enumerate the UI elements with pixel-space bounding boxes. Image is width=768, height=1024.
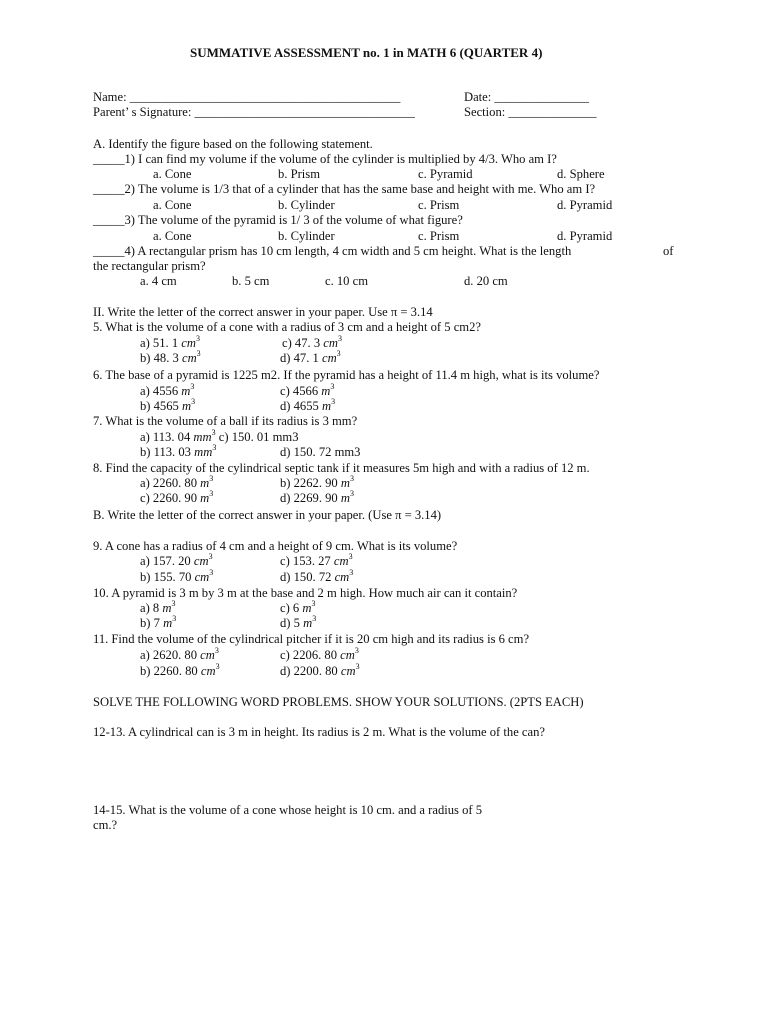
q6-choice-d: d) 4655 $m^3$ — [280, 396, 336, 413]
q11-choice-a: a) 2620. 80 $cm^3$ — [140, 645, 219, 662]
q9-choice-c: c) 153. 27 $cm^3$ — [280, 551, 353, 568]
q9-stem: 9. A cone has a radius of 4 cm and a height of 9 cm. What is its volume? — [93, 539, 458, 553]
q1-choice-d: d. Sphere — [557, 167, 605, 181]
q6-choice-c: c) 4566 $m^3$ — [280, 381, 335, 398]
q5-stem: 5. What is the volume of a cone with a radius of 3 cm and a height of 5 cm2? — [93, 320, 481, 334]
date-field: Date: _______________ — [464, 90, 589, 104]
q3-choice-d: d. Pyramid — [557, 229, 613, 243]
q3-stem: _____3) The volume of the pyramid is 1/ 3 of the volume of what figure? — [93, 213, 463, 227]
q8-choice-c: c) 2260. 90 $m^3$ — [140, 488, 214, 505]
q11-choice-c: c) 2206. 80 $cm^3$ — [280, 645, 359, 662]
word-problems-instruction: SOLVE THE FOLLOWING WORD PROBLEMS. SHOW YOUR SOLUTIONS. (2PTS EACH) — [93, 695, 584, 709]
q9-choice-b: b) 155. 70 $cm^3$ — [140, 567, 214, 584]
q5-choice-c: c) 47. 3 $cm^3$ — [282, 333, 342, 350]
q2-stem: _____2) The volume is 1/3 that of a cylinder that has the same base and height with me. Who am I? — [93, 182, 596, 196]
q1-choice-b: b. Prism — [278, 167, 320, 181]
part-b-instruction: B. Write the letter of the correct answer in your paper. (Use π = 3.14) — [93, 508, 442, 522]
q8-choice-b: b) 2262. 90 $m^3$ — [280, 473, 354, 490]
q6-stem: 6. The base of a pyramid is 1225 m2. If the pyramid has a height of 11.4 m high, what is its volume? — [93, 368, 600, 382]
q5-choice-a: a) 51. 1 $cm^3$ — [140, 333, 200, 350]
q4-stem: _____4) A rectangular prism has 10 cm length, 4 cm width and 5 cm height. What is the length — [93, 244, 572, 258]
q8-stem: 8. Find the capacity of the cylindrical septic tank if it measures 5m high and with a radius of 12 m. — [93, 461, 590, 475]
q1-choice-a: a. Cone — [153, 167, 192, 181]
q10-choice-b: b) 7 $m^3$ — [140, 613, 177, 630]
name-field: Name: ___________________________________________ — [93, 90, 401, 104]
q2-choice-d: d. Pyramid — [557, 198, 613, 212]
q3-choice-c: c. Prism — [418, 229, 460, 243]
q4-choice-b: b. 5 cm — [232, 274, 270, 288]
q8-choice-d: d) 2269. 90 $m^3$ — [280, 488, 354, 505]
q11-choice-d: d) 2200. 80 $cm^3$ — [280, 661, 360, 678]
q1-stem: _____1) I can find my volume if the volume of the cylinder is multiplied by 4/3. Who am I? — [93, 152, 557, 166]
q9-choice-a: a) 157. 20 $cm^3$ — [140, 551, 213, 568]
part-ii-instruction: II. Write the letter of the correct answer in your paper. Use π = 3.14 — [93, 305, 433, 319]
q4-choice-c: c. 10 cm — [325, 274, 369, 288]
q6-choice-a: a) 4556 $m^3$ — [140, 381, 195, 398]
q9-choice-d: d) 150. 72 $cm^3$ — [280, 567, 354, 584]
q7-choice-a-c: a) 113. 04 $mm^3$ c) 150. 01 mm3 — [140, 427, 299, 444]
q11-choice-b: b) 2260. 80 $cm^3$ — [140, 661, 220, 678]
q14-15-stem-continued: cm.? — [93, 818, 118, 832]
q12-13-stem: 12-13. A cylindrical can is 3 m in height. Its radius is 2 m. What is the volume of the can? — [93, 725, 546, 739]
q3-choice-b: b. Cylinder — [278, 229, 335, 243]
page-title: SUMMATIVE ASSESSMENT no. 1 in MATH 6 (QUARTER 4) — [190, 45, 543, 60]
q4-stem-continued: the rectangular prism? — [93, 259, 206, 273]
q7-choice-b: b) 113. 03 $mm^3$ — [140, 442, 217, 459]
q2-choice-b: b. Cylinder — [278, 198, 335, 212]
section-field: Section: ______________ — [464, 105, 597, 119]
q4-stem-of: of — [663, 244, 674, 258]
q5-choice-d: d) 47. 1 $cm^3$ — [280, 348, 341, 365]
q4-choice-d: d. 20 cm — [464, 274, 508, 288]
q8-choice-a: a) 2260. 80 $m^3$ — [140, 473, 214, 490]
q4-choice-a: a. 4 cm — [140, 274, 177, 288]
signature-field: Parent’ s Signature: ___________________________________ — [93, 105, 415, 119]
q10-choice-a: a) 8 $m^3$ — [140, 598, 176, 615]
q5-choice-b: b) 48. 3 $cm^3$ — [140, 348, 201, 365]
q14-15-stem: 14-15. What is the volume of a cone whose height is 10 cm. and a radius of 5 — [93, 803, 483, 817]
q10-stem: 10. A pyramid is 3 m by 3 m at the base and 2 m high. How much air can it contain? — [93, 586, 518, 600]
q1-choice-c: c. Pyramid — [418, 167, 473, 181]
q6-choice-b: b) 4565 $m^3$ — [140, 396, 196, 413]
q10-choice-c: c) 6 $m^3$ — [280, 598, 316, 615]
part-a-instruction: A. Identify the figure based on the following statement. — [93, 137, 373, 151]
q7-choice-d: d) 150. 72 mm3 — [280, 445, 361, 459]
q3-choice-a: a. Cone — [153, 229, 192, 243]
q2-choice-c: c. Prism — [418, 198, 460, 212]
q10-choice-d: d) 5 $m^3$ — [280, 613, 317, 630]
q11-stem: 11. Find the volume of the cylindrical pitcher if it is 20 cm high and its radius is 6 cm? — [93, 632, 530, 646]
q2-choice-a: a. Cone — [153, 198, 192, 212]
q7-stem: 7. What is the volume of a ball if its radius is 3 mm? — [93, 414, 358, 428]
